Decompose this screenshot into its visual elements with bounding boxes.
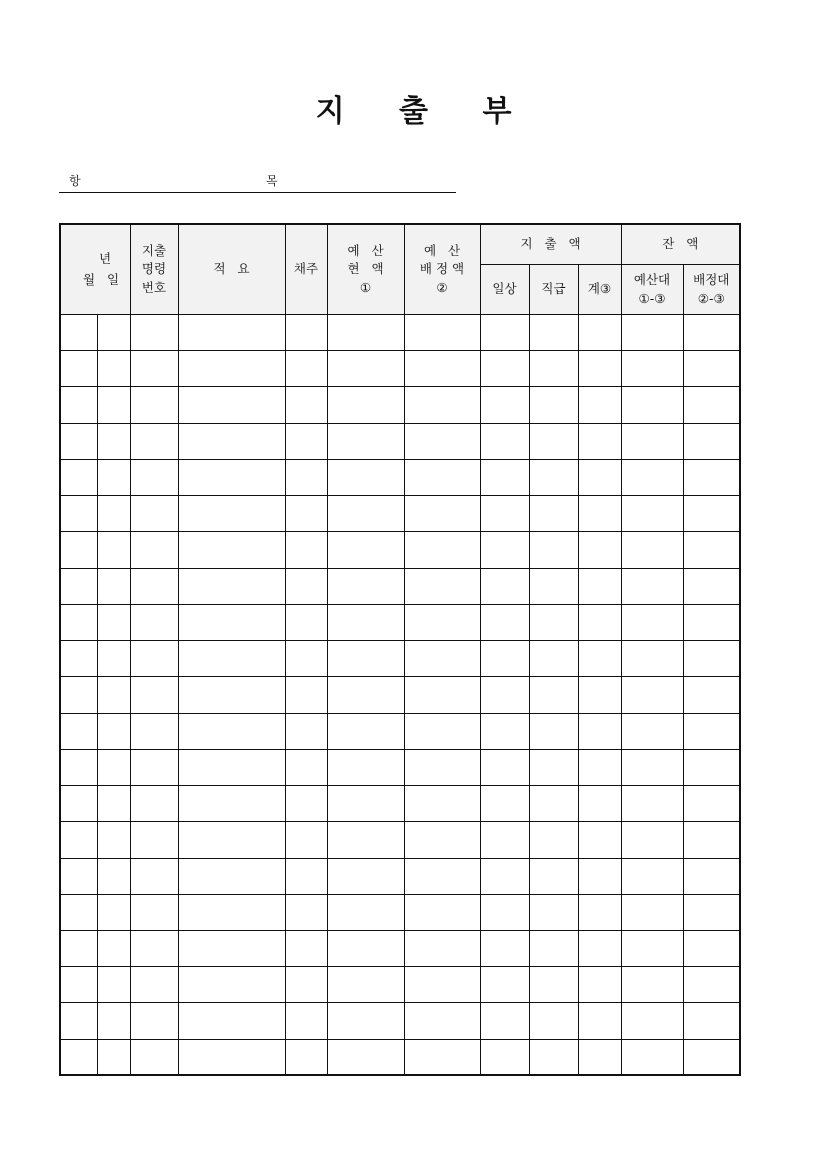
ledger-cell (60, 496, 97, 532)
ledger-cell (60, 713, 97, 749)
ledger-cell (178, 351, 285, 387)
ledger-cell (404, 532, 480, 568)
ledger-row (60, 604, 740, 640)
ledger-cell (97, 459, 130, 495)
ledger-cell (285, 641, 327, 677)
ledger-cell (130, 858, 178, 894)
ledger-cell (480, 459, 529, 495)
ledger-row (60, 822, 740, 858)
ledger-cell (683, 858, 740, 894)
ledger-cell (327, 713, 404, 749)
ledger-cell (130, 930, 178, 966)
ledger-cell (327, 786, 404, 822)
ledger-cell (578, 459, 621, 495)
ledger-row (60, 930, 740, 966)
ledger-cell (529, 967, 578, 1003)
ledger-cell (130, 604, 178, 640)
ledger-cell (60, 967, 97, 1003)
ledger-cell (60, 677, 97, 713)
ledger-cell (529, 749, 578, 785)
ledger-cell (178, 568, 285, 604)
ledger-cell (621, 532, 683, 568)
ledger-cell (327, 532, 404, 568)
ledger-cell (130, 423, 178, 459)
ledger-cell (529, 1039, 578, 1075)
ledger-row (60, 387, 740, 423)
ledger-row (60, 351, 740, 387)
total-header: 계③ (578, 265, 621, 315)
ledger-cell (404, 641, 480, 677)
ledger-row (60, 786, 740, 822)
ledger-cell (97, 387, 130, 423)
ledger-cell (578, 786, 621, 822)
ledger-cell (178, 459, 285, 495)
ledger-cell (683, 967, 740, 1003)
ledger-cell (327, 894, 404, 930)
ledger-cell (480, 858, 529, 894)
ledger-cell (60, 1039, 97, 1075)
balance-header: 잔 액 (621, 224, 740, 265)
ledger-cell (60, 423, 97, 459)
ledger-cell (130, 713, 178, 749)
ledger-cell (97, 351, 130, 387)
ledger-cell (683, 822, 740, 858)
budget-current-header: 예 산 현 액 ① (327, 224, 404, 315)
ledger-cell (130, 786, 178, 822)
ledger-cell (285, 532, 327, 568)
ledger-cell (529, 496, 578, 532)
ledger-cell (327, 496, 404, 532)
ledger-cell (578, 351, 621, 387)
ledger-cell (327, 930, 404, 966)
ledger-cell (578, 1039, 621, 1075)
ledger-cell (404, 749, 480, 785)
ledger-cell (621, 496, 683, 532)
ledger-cell (178, 858, 285, 894)
ledger-cell (327, 604, 404, 640)
ledger-row (60, 1039, 740, 1075)
ledger-row (60, 677, 740, 713)
ledger-cell (578, 677, 621, 713)
ledger-cell (60, 1003, 97, 1039)
ledger-cell (578, 604, 621, 640)
ledger-cell (178, 387, 285, 423)
ledger-cell (327, 677, 404, 713)
budget-allocated-header: 예 산 배 정 액 ② (404, 224, 480, 315)
ledger-cell (480, 713, 529, 749)
ledger-cell (178, 930, 285, 966)
ledger-cell (480, 423, 529, 459)
ledger-cell (529, 387, 578, 423)
ledger-cell (529, 604, 578, 640)
ledger-cell (578, 930, 621, 966)
ledger-cell (60, 568, 97, 604)
balance-allocated-header: 배정대 ②-③ (683, 265, 740, 315)
ledger-cell (529, 315, 578, 351)
ledger-cell (578, 496, 621, 532)
ledger-cell (97, 1003, 130, 1039)
ledger-cell (97, 713, 130, 749)
ledger-cell (621, 351, 683, 387)
ledger-row (60, 967, 740, 1003)
balance-budget-header: 예산대 ①-③ (621, 265, 683, 315)
ledger-cell (178, 423, 285, 459)
ledger-cell (621, 930, 683, 966)
ledger-cell (683, 786, 740, 822)
ledger-cell (683, 532, 740, 568)
ledger-cell (683, 677, 740, 713)
ledger-cell (97, 568, 130, 604)
ledger-cell (578, 858, 621, 894)
ledger-cell (578, 894, 621, 930)
ledger-cell (327, 1003, 404, 1039)
ledger-cell (621, 1003, 683, 1039)
ledger-cell (578, 315, 621, 351)
ledger-cell (130, 568, 178, 604)
ledger-cell (285, 786, 327, 822)
ledger-cell (178, 496, 285, 532)
ledger-cell (404, 858, 480, 894)
ledger-cell (130, 677, 178, 713)
ledger-cell (60, 858, 97, 894)
ledger-row (60, 641, 740, 677)
ledger-row (60, 423, 740, 459)
ledger-cell (130, 351, 178, 387)
ledger-cell (621, 315, 683, 351)
ledger-cell (130, 749, 178, 785)
ledger-cell (683, 930, 740, 966)
ledger-cell (178, 822, 285, 858)
ledger-cell (480, 749, 529, 785)
ledger-cell (529, 822, 578, 858)
ledger-cell (621, 1039, 683, 1075)
ledger-cell (683, 604, 740, 640)
ledger-cell (404, 930, 480, 966)
ledger-cell (683, 641, 740, 677)
ledger-cell (480, 894, 529, 930)
ledger-cell (285, 713, 327, 749)
ledger-cell (529, 641, 578, 677)
ledger-cell (60, 315, 97, 351)
ledger-cell (130, 822, 178, 858)
expenditure-ledger-table (59, 223, 741, 1076)
ledger-cell (621, 894, 683, 930)
ledger-cell (178, 1003, 285, 1039)
ledger-cell (60, 532, 97, 568)
ledger-cell (621, 858, 683, 894)
ledger-cell (621, 749, 683, 785)
ledger-cell (529, 713, 578, 749)
ledger-cell (683, 387, 740, 423)
ledger-cell (621, 604, 683, 640)
ledger-cell (621, 822, 683, 858)
ledger-cell (578, 749, 621, 785)
ledger-cell (529, 930, 578, 966)
ledger-cell (327, 822, 404, 858)
ledger-cell (621, 641, 683, 677)
ledger-cell (621, 677, 683, 713)
ledger-cell (97, 496, 130, 532)
ledger-cell (327, 1039, 404, 1075)
ledger-cell (60, 894, 97, 930)
ledger-cell (178, 604, 285, 640)
ledger-cell (404, 822, 480, 858)
ledger-cell (285, 459, 327, 495)
ledger-cell (480, 786, 529, 822)
ledger-cell (683, 1039, 740, 1075)
ledger-cell (285, 568, 327, 604)
ledger-cell (404, 1039, 480, 1075)
ledger-cell (97, 677, 130, 713)
ledger-cell (327, 858, 404, 894)
ledger-cell (130, 641, 178, 677)
ledger-cell (404, 496, 480, 532)
ledger-cell (327, 568, 404, 604)
ledger-cell (178, 677, 285, 713)
ledger-cell (130, 387, 178, 423)
ledger-cell (60, 786, 97, 822)
ledger-row (60, 459, 740, 495)
ledger-cell (285, 930, 327, 966)
title-char: 지 (315, 94, 345, 129)
ledger-cell (480, 604, 529, 640)
title-char: 부 (482, 94, 512, 129)
ledger-cell (60, 351, 97, 387)
ledger-cell (404, 1003, 480, 1039)
direct-header: 직급 (529, 265, 578, 315)
ledger-cell (621, 713, 683, 749)
ledger-cell (404, 677, 480, 713)
ledger-cell (529, 858, 578, 894)
ledger-cell (285, 858, 327, 894)
ledger-cell (285, 423, 327, 459)
ledger-cell (97, 532, 130, 568)
ledger-cell (60, 459, 97, 495)
ledger-cell (327, 351, 404, 387)
ledger-cell (621, 568, 683, 604)
ledger-cell (529, 351, 578, 387)
ledger-cell (404, 423, 480, 459)
date-header (60, 224, 130, 315)
ledger-cell (97, 967, 130, 1003)
ledger-cell (130, 1003, 178, 1039)
ledger-cell (327, 967, 404, 1003)
ledger-cell (285, 677, 327, 713)
ledger-cell (130, 894, 178, 930)
ledger-cell (404, 604, 480, 640)
ledger-cell (97, 749, 130, 785)
ledger-cell (529, 1003, 578, 1039)
ledger-cell (178, 1039, 285, 1075)
ledger-cell (178, 641, 285, 677)
ledger-cell (621, 423, 683, 459)
ledger-cell (97, 604, 130, 640)
ledger-cell (480, 822, 529, 858)
ledger-cell (178, 786, 285, 822)
ledger-cell (621, 967, 683, 1003)
ledger-cell (60, 604, 97, 640)
ledger-cell (97, 930, 130, 966)
ledger-row (60, 532, 740, 568)
ledger-cell (480, 315, 529, 351)
document-title (0, 86, 827, 130)
ledger-row (60, 315, 740, 351)
ledger-cell (578, 967, 621, 1003)
ledger-cell (578, 822, 621, 858)
ledger-cell (130, 459, 178, 495)
ledger-cell (60, 930, 97, 966)
ledger-cell (130, 967, 178, 1003)
ledger-cell (404, 713, 480, 749)
ledger-cell (130, 315, 178, 351)
ledger-cell (285, 496, 327, 532)
ledger-cell (178, 532, 285, 568)
ledger-row (60, 858, 740, 894)
ledger-cell (285, 894, 327, 930)
ledger-cell (683, 749, 740, 785)
title-char: 출 (399, 94, 428, 129)
ledger-cell (130, 496, 178, 532)
ledger-cell (683, 351, 740, 387)
ledger-row (60, 749, 740, 785)
ledger-cell (578, 532, 621, 568)
ledger-cell (97, 315, 130, 351)
ledger-cell (480, 496, 529, 532)
ledger-cell (683, 568, 740, 604)
ledger-cell (404, 967, 480, 1003)
ledger-cell (404, 568, 480, 604)
ledger-cell (683, 423, 740, 459)
ledger-row (60, 496, 740, 532)
summary-header: 적 요 (178, 224, 285, 315)
ledger-cell (327, 315, 404, 351)
year-label: 년 (99, 251, 112, 266)
ledger-cell (480, 351, 529, 387)
ledger-cell (60, 749, 97, 785)
order-number-header: 지출 명령 번호 (130, 224, 178, 315)
ledger-row (60, 1003, 740, 1039)
ledger-row (60, 894, 740, 930)
ledger-cell (178, 967, 285, 1003)
ledger-cell (529, 459, 578, 495)
ledger-cell (578, 423, 621, 459)
ledger-cell (480, 387, 529, 423)
daily-header: 일상 (480, 265, 529, 315)
ledger-cell (178, 315, 285, 351)
ledger-cell (285, 351, 327, 387)
ledger-cell (480, 1003, 529, 1039)
ledger-cell (683, 713, 740, 749)
expenditure-header: 지 출 액 (480, 224, 621, 265)
ledger-cell (480, 930, 529, 966)
ledger-cell (285, 387, 327, 423)
ledger-cell (97, 1039, 130, 1075)
ledger-cell (683, 459, 740, 495)
ledger-cell (529, 568, 578, 604)
ledger-cell (404, 786, 480, 822)
ledger-cell (621, 387, 683, 423)
ledger-cell (285, 1039, 327, 1075)
ledger-cell (529, 423, 578, 459)
ledger-cell (285, 1003, 327, 1039)
ledger-cell (480, 1039, 529, 1075)
creditor-header: 채주 (285, 224, 327, 315)
ledger-cell (285, 749, 327, 785)
ledger-cell (130, 1039, 178, 1075)
ledger-cell (683, 496, 740, 532)
ledger-cell (529, 786, 578, 822)
ledger-cell (404, 387, 480, 423)
ledger-cell (480, 532, 529, 568)
ledger-cell (404, 894, 480, 930)
ledger-cell (97, 894, 130, 930)
ledger-cell (60, 387, 97, 423)
ledger-cell (480, 641, 529, 677)
ledger-cell (178, 713, 285, 749)
ledger-cell (529, 894, 578, 930)
ledger-cell (683, 315, 740, 351)
subject-line (59, 170, 456, 193)
ledger-cell (578, 568, 621, 604)
ledger-cell (480, 967, 529, 1003)
ledger-cell (60, 822, 97, 858)
ledger-cell (97, 641, 130, 677)
ledger-cell (97, 423, 130, 459)
ledger-cell (285, 822, 327, 858)
ledger-cell (327, 749, 404, 785)
ledger-cell (480, 677, 529, 713)
ledger-cell (285, 604, 327, 640)
ledger-cell (578, 387, 621, 423)
ledger-body (60, 315, 740, 1076)
ledger-cell (285, 315, 327, 351)
hang-label: 항 (69, 174, 81, 188)
ledger-cell (404, 351, 480, 387)
ledger-cell (621, 786, 683, 822)
ledger-cell (327, 387, 404, 423)
ledger-cell (621, 459, 683, 495)
ledger-cell (178, 749, 285, 785)
ledger-cell (529, 532, 578, 568)
ledger-cell (327, 423, 404, 459)
ledger-cell (178, 894, 285, 930)
ledger-cell (404, 459, 480, 495)
mok-label: 목 (266, 174, 278, 188)
ledger-cell (97, 786, 130, 822)
ledger-cell (285, 967, 327, 1003)
ledger-cell (683, 894, 740, 930)
ledger-cell (327, 641, 404, 677)
ledger-cell (327, 459, 404, 495)
ledger-cell (683, 1003, 740, 1039)
ledger-cell (130, 532, 178, 568)
ledger-cell (60, 641, 97, 677)
ledger-row (60, 568, 740, 604)
ledger-cell (578, 641, 621, 677)
ledger-cell (578, 1003, 621, 1039)
ledger-row (60, 713, 740, 749)
ledger-cell (404, 315, 480, 351)
ledger-cell (529, 677, 578, 713)
ledger-cell (480, 568, 529, 604)
month-day-label: 월 일 (83, 272, 124, 287)
ledger-cell (97, 822, 130, 858)
ledger-cell (578, 713, 621, 749)
ledger-cell (97, 858, 130, 894)
